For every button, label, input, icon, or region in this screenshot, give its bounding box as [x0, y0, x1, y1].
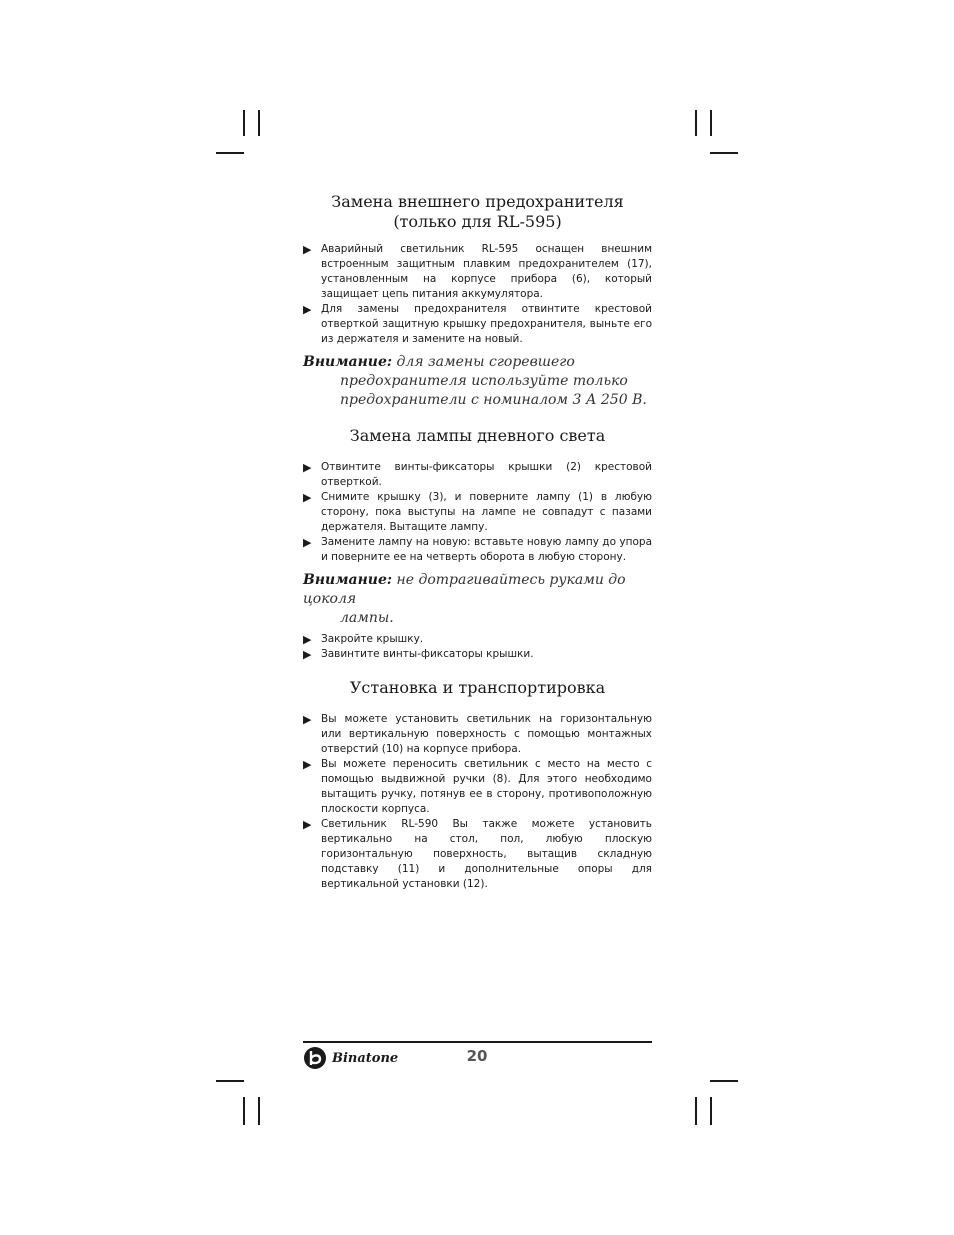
list-item-text: Отвинтите винты-фиксаторы крышки (2) крестовой отверткой.: [321, 461, 652, 488]
title-line: (только для RL-595): [393, 212, 562, 231]
list-item: [303, 302, 652, 347]
crop-mark: [695, 1097, 697, 1125]
section-title: Установка и транспортировка: [349, 678, 606, 697]
crop-mark: [710, 1097, 712, 1125]
bullet-list: [303, 242, 652, 347]
warning-note: [303, 571, 652, 628]
list-item-text: Для замены предохранителя отвинтите крестовой отверткой защитную крышку предохранителя, выньте его из держателя и замените на новый.: [321, 303, 652, 345]
list-item-text: Замените лампу на новую: вставьте новую лампу до упора и поверните ее на четверть оборота в любую сторону.: [321, 536, 652, 563]
list-item-text: Вы можете переносить светильник с место на место с помощью выдвижной ручки (8). Для этого необходимо вытащить ручку, потянув ее в сторону, противоположную плоскости корпуса.: [321, 758, 652, 815]
brand-logo: [303, 1046, 398, 1070]
list-item: [303, 460, 652, 490]
warning-text: лампы.: [340, 610, 394, 626]
list-item-text: Снимите крышку (3), и поверните лампу (1) в любую сторону, пока выступы на лампе не совпадут с пазами держателя. Вытащите лампу.: [321, 491, 652, 533]
triangle-right-icon: ▶: [303, 713, 312, 726]
crop-mark: [243, 110, 245, 136]
section-installation-transport: [303, 678, 652, 892]
triangle-right-icon: ▶: [303, 243, 312, 256]
list-item-text: Завинтите винты-фиксаторы крышки.: [321, 648, 534, 660]
section-title: Замена лампы дневного света: [349, 426, 606, 445]
triangle-right-icon: ▶: [303, 303, 312, 316]
binatone-logo-icon: [303, 1046, 329, 1070]
warning-text: предохранителя используйте только: [340, 373, 628, 389]
brand-name: Binatone: [332, 1050, 399, 1066]
crop-mark: [243, 1097, 245, 1125]
triangle-right-icon: ▶: [303, 818, 312, 831]
list-item-text: Аварийный светильник RL-595 оснащен внешним встроенным защитным плавким предохранителем (17), установленным на корпусе прибора (6), который защищает цепь питания аккумулятора.: [321, 243, 652, 300]
title-line: Замена внешнего предохранителя: [331, 192, 624, 211]
crop-mark: [258, 1097, 260, 1125]
crop-mark: [258, 110, 260, 136]
bullet-list: [303, 632, 652, 662]
list-item: [303, 632, 652, 647]
list-item-text: Вы можете установить светильник на горизонтальную или вертикальную поверхность с помощью монтажных отверстий (10) на корпусе прибора.: [321, 713, 652, 755]
triangle-right-icon: ▶: [303, 648, 312, 661]
warning-text: предохранители с номиналом 3 А 250 В.: [340, 392, 647, 408]
section-title: [303, 192, 652, 232]
list-item-text: Закройте крышку.: [321, 633, 424, 645]
footer-divider: [303, 1041, 652, 1043]
warning-label: Внимание:: [303, 354, 393, 370]
bullet-list: [303, 712, 652, 892]
warning-note: [303, 353, 652, 410]
list-item: [303, 535, 652, 565]
crop-mark: [216, 1080, 244, 1082]
warning-label: Внимание:: [303, 572, 393, 588]
page-content: [303, 192, 652, 892]
crop-mark: [710, 152, 738, 154]
list-item: [303, 647, 652, 662]
list-item: [303, 757, 652, 817]
warning-text: не дотрагивайтесь руками до цоколя: [303, 572, 626, 607]
triangle-right-icon: ▶: [303, 758, 312, 771]
triangle-right-icon: ▶: [303, 491, 312, 504]
section-fuse-replacement: [303, 192, 652, 410]
crop-mark: [695, 110, 697, 136]
list-item-text: Светильник RL-590 Вы также можете установить вертикально на стол, пол, любую плоскую горизонтальную поверхность, вытащив складную подставку (11) и дополнительные опоры для вертикальной установки (12).: [321, 818, 652, 890]
list-item: [303, 490, 652, 535]
list-item: [303, 242, 652, 302]
triangle-right-icon: ▶: [303, 633, 312, 646]
section-lamp-replacement: [303, 426, 652, 662]
list-item: [303, 817, 652, 892]
warning-text: для замены сгоревшего: [396, 354, 575, 370]
list-item: [303, 712, 652, 757]
bullet-list: [303, 460, 652, 565]
crop-mark: [710, 1080, 738, 1082]
triangle-right-icon: ▶: [303, 461, 312, 474]
page-number: 20: [466, 1047, 488, 1065]
triangle-right-icon: ▶: [303, 536, 312, 549]
crop-mark: [710, 110, 712, 136]
crop-mark: [216, 152, 244, 154]
